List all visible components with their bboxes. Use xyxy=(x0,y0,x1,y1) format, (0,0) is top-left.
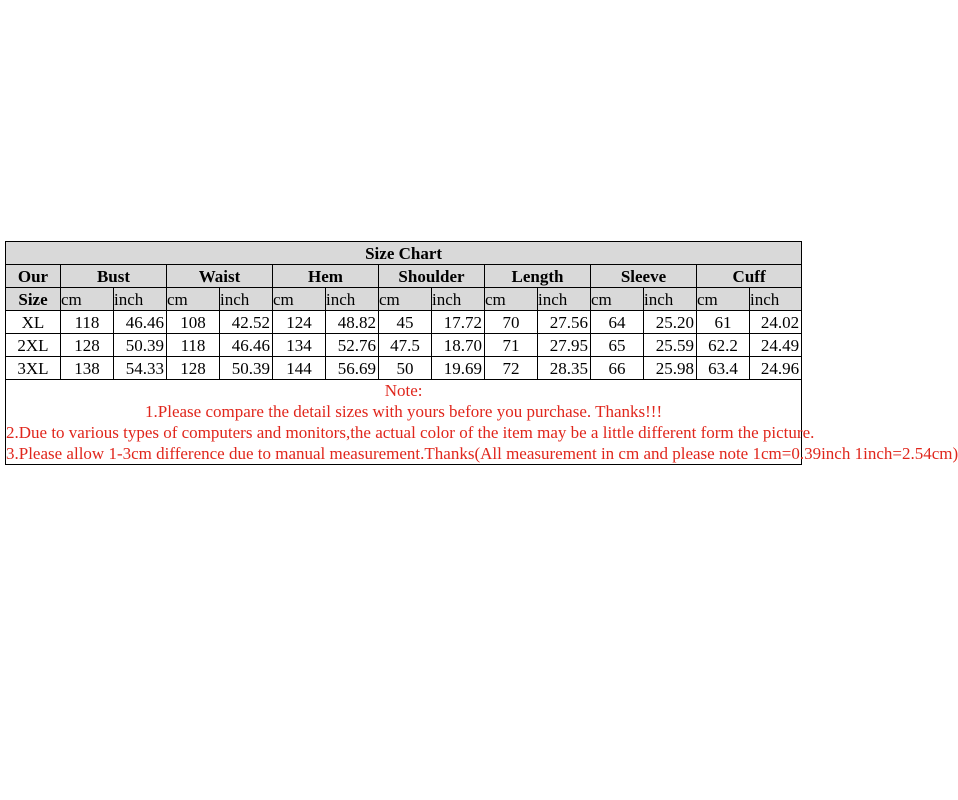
table-row xyxy=(6,334,802,357)
header-length: Length xyxy=(485,265,591,288)
shoulder-inch-cell: 17.72 xyxy=(432,311,485,334)
bust-inch-cell: 54.33 xyxy=(114,357,167,380)
cuff-cm-cell: 63.4 xyxy=(697,357,750,380)
our-label: Our xyxy=(6,265,61,288)
waist-inch-cell: 42.52 xyxy=(220,311,273,334)
cuff-inch-cell: 24.49 xyxy=(750,334,802,357)
size-label: Size xyxy=(6,288,61,311)
shoulder-cm-cell: 47.5 xyxy=(379,334,432,357)
length-cm-cell: 70 xyxy=(485,311,538,334)
unit-inch: inch xyxy=(644,288,697,311)
unit-inch: inch xyxy=(750,288,802,311)
hem-cm-cell: 124 xyxy=(273,311,326,334)
unit-cm: cm xyxy=(379,288,432,311)
hem-inch-cell: 52.76 xyxy=(326,334,379,357)
chart-title: Size Chart xyxy=(6,242,802,265)
sleeve-cm-cell: 66 xyxy=(591,357,644,380)
sleeve-cm-cell: 65 xyxy=(591,334,644,357)
unit-cm: cm xyxy=(591,288,644,311)
sleeve-inch-cell: 25.98 xyxy=(644,357,697,380)
bust-inch-cell: 46.46 xyxy=(114,311,167,334)
shoulder-inch-cell: 19.69 xyxy=(432,357,485,380)
unit-cm: cm xyxy=(485,288,538,311)
header-sleeve: Sleeve xyxy=(591,265,697,288)
size-chart xyxy=(5,241,958,465)
hem-inch-cell: 48.82 xyxy=(326,311,379,334)
title-row xyxy=(6,242,802,265)
bust-cm-cell: 118 xyxy=(61,311,114,334)
size-cell: 3XL xyxy=(6,357,61,380)
cuff-cm-cell: 61 xyxy=(697,311,750,334)
length-cm-cell: 72 xyxy=(485,357,538,380)
notes-row xyxy=(6,380,802,465)
length-inch-cell: 27.56 xyxy=(538,311,591,334)
header-waist: Waist xyxy=(167,265,273,288)
bust-cm-cell: 128 xyxy=(61,334,114,357)
cuff-inch-cell: 24.02 xyxy=(750,311,802,334)
unit-header-row xyxy=(6,288,802,311)
unit-cm: cm xyxy=(697,288,750,311)
header-shoulder: Shoulder xyxy=(379,265,485,288)
waist-inch-cell: 50.39 xyxy=(220,357,273,380)
table-row xyxy=(6,311,802,334)
sleeve-cm-cell: 64 xyxy=(591,311,644,334)
table-row xyxy=(6,357,802,380)
waist-cm-cell: 108 xyxy=(167,311,220,334)
size-cell: 2XL xyxy=(6,334,61,357)
waist-inch-cell: 46.46 xyxy=(220,334,273,357)
unit-cm: cm xyxy=(167,288,220,311)
cuff-inch-cell: 24.96 xyxy=(750,357,802,380)
notes-block xyxy=(6,380,958,465)
note-line-1: 1.Please compare the detail sizes with yours before you purchase. Thanks!!! xyxy=(145,402,663,421)
sleeve-inch-cell: 25.20 xyxy=(644,311,697,334)
waist-cm-cell: 118 xyxy=(167,334,220,357)
hem-inch-cell: 56.69 xyxy=(326,357,379,380)
unit-inch: inch xyxy=(114,288,167,311)
shoulder-cm-cell: 50 xyxy=(379,357,432,380)
unit-inch: inch xyxy=(220,288,273,311)
hem-cm-cell: 144 xyxy=(273,357,326,380)
unit-cm: cm xyxy=(273,288,326,311)
hem-cm-cell: 134 xyxy=(273,334,326,357)
unit-inch: inch xyxy=(432,288,485,311)
length-cm-cell: 71 xyxy=(485,334,538,357)
note-line-2: 2.Due to various types of computers and monitors,the actual color of the item may be a little different form the picture. xyxy=(6,423,815,442)
cuff-cm-cell: 62.2 xyxy=(697,334,750,357)
unit-inch: inch xyxy=(326,288,379,311)
bust-inch-cell: 50.39 xyxy=(114,334,167,357)
header-bust: Bust xyxy=(61,265,167,288)
group-header-row xyxy=(6,265,802,288)
header-cuff: Cuff xyxy=(697,265,802,288)
length-inch-cell: 28.35 xyxy=(538,357,591,380)
note-heading: Note: xyxy=(384,381,423,400)
header-hem: Hem xyxy=(273,265,379,288)
size-chart-table xyxy=(5,241,958,465)
bust-cm-cell: 138 xyxy=(61,357,114,380)
shoulder-inch-cell: 18.70 xyxy=(432,334,485,357)
note-line-3: 3.Please allow 1-3cm difference due to manual measurement.Thanks(All measurement in cm and please note 1cm=0.39inch 1inch=2.54cm) xyxy=(6,444,958,463)
unit-cm: cm xyxy=(61,288,114,311)
sleeve-inch-cell: 25.59 xyxy=(644,334,697,357)
length-inch-cell: 27.95 xyxy=(538,334,591,357)
shoulder-cm-cell: 45 xyxy=(379,311,432,334)
unit-inch: inch xyxy=(538,288,591,311)
size-cell: XL xyxy=(6,311,61,334)
waist-cm-cell: 128 xyxy=(167,357,220,380)
